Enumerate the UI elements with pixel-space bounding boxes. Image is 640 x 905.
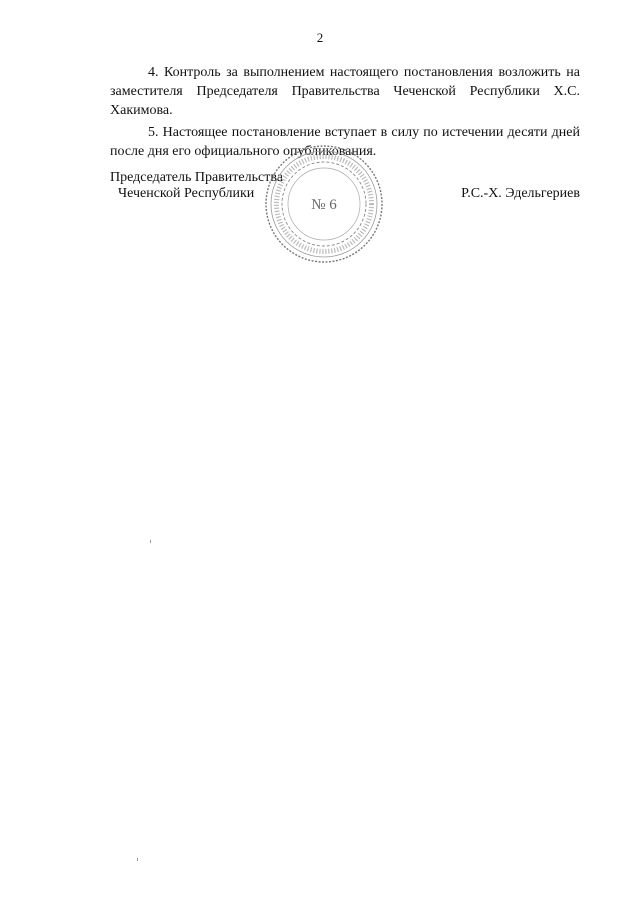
paragraph-4: 4. Контроль за выполнением настоящего постановления возложить на заместителя Председателя Правительства Чеченской Республики Х.С. Хакимова. xyxy=(110,65,580,118)
scan-speck xyxy=(137,858,138,861)
page-number: 2 xyxy=(316,30,324,45)
seal-number: № 6 xyxy=(311,197,337,213)
scan-speck xyxy=(150,540,151,543)
paragraph-5: 5. Настоящее постановление вступает в силу по истечении десяти дней после дня его официального опубликования. xyxy=(110,125,580,159)
official-seal-stamp xyxy=(262,142,386,266)
signatory-name: Р.С.-Х. Эдельгериев xyxy=(461,186,580,201)
signatory-position-line2: Чеченской Республики xyxy=(118,186,255,201)
signatory-position-line1: Председатель Правительства xyxy=(110,170,283,185)
